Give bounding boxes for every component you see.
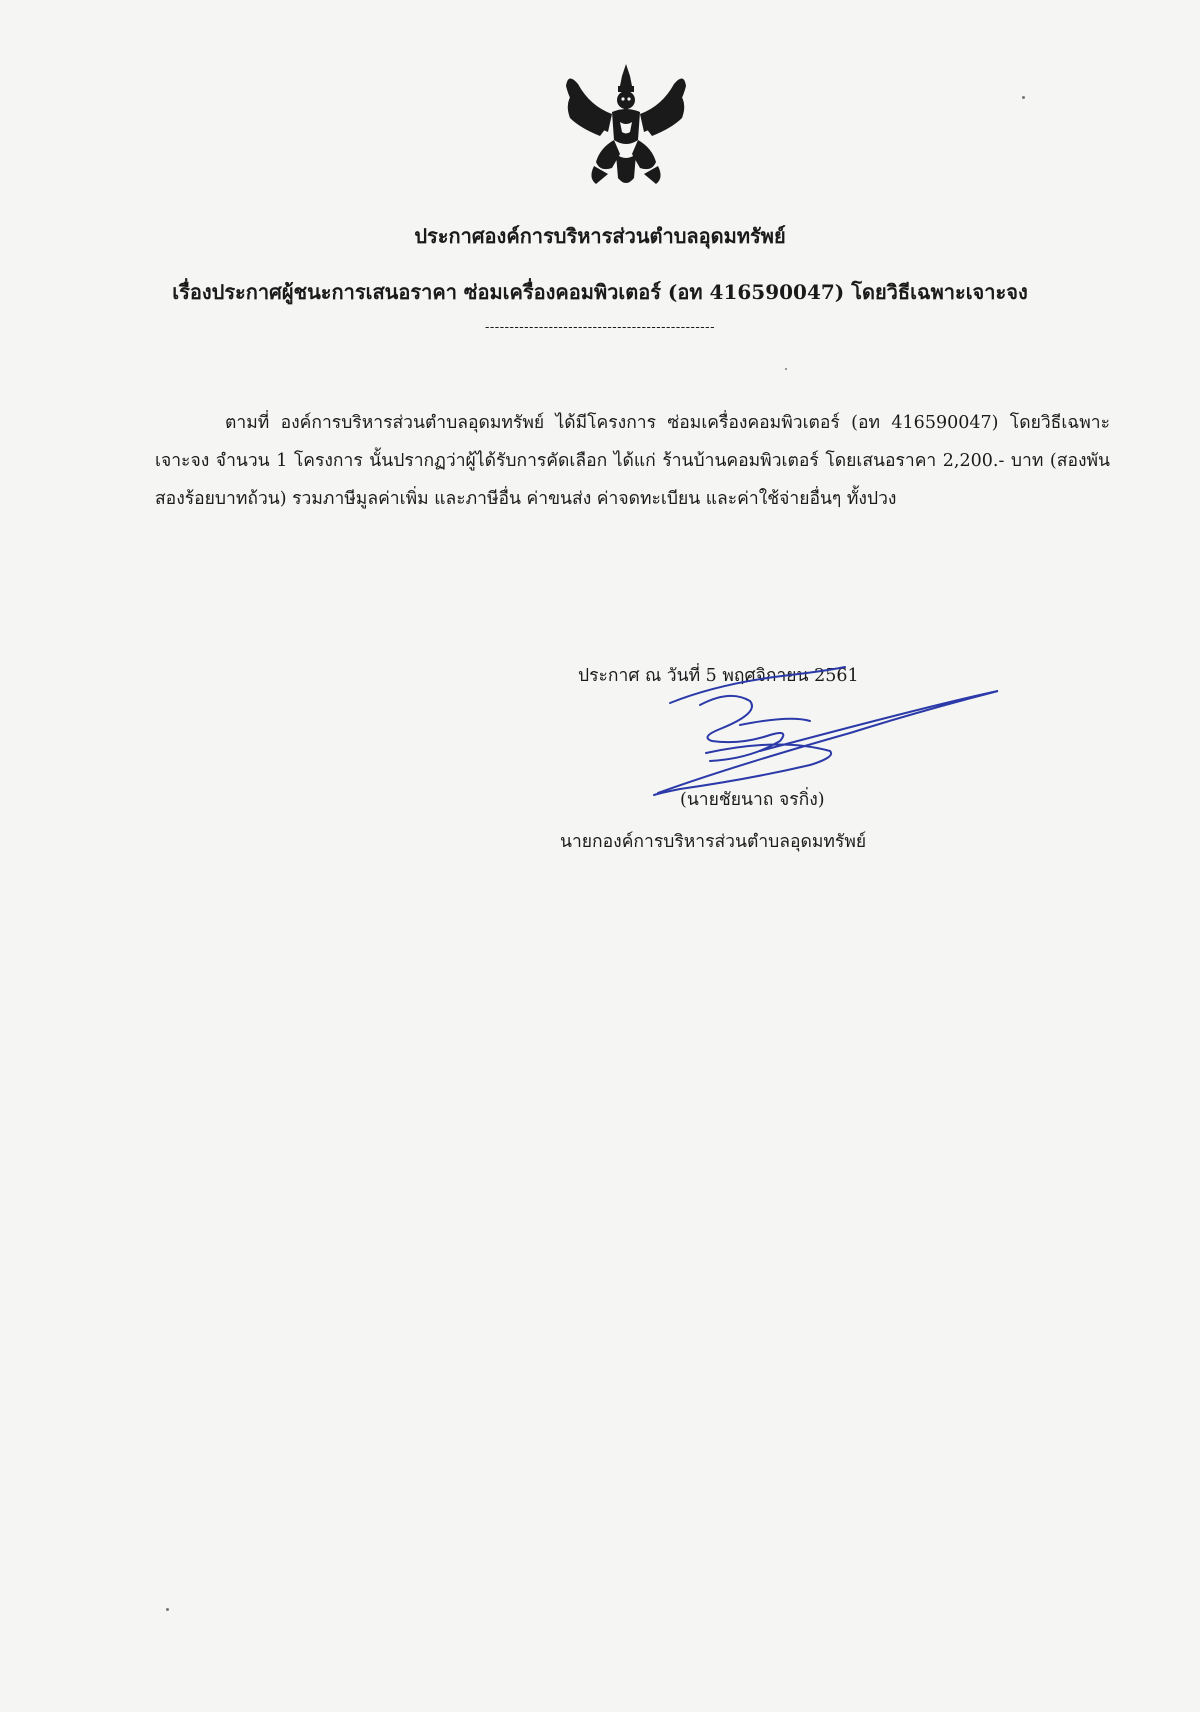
signer-name: (นายชัยนาถ จรกิ่ง) — [680, 790, 825, 810]
title-divider: ----------------------------------------------- — [485, 320, 715, 335]
announcement-body: ตามที่ องค์การบริหารส่วนตำบลอุดมทรัพย์ ได้มีโครงการ ซ่อมเครื่องคอมพิวเตอร์ (อท 416590047) โดยวิธีเฉพาะเจาะจง จำนวน 1 โครงการ นั้นปรากฏว่าผู้ได้รับการคัดเลือก ได้แก่ ร้านบ้านคอมพิวเตอร์ โดยเสนอราคา 2,200.- บาท (สองพันสองร้อยบาทถ้วน) รวมภาษีมูลค่าเพิ่ม และภาษีอื่น ค่าขนส่ง ค่าจดทะเบียน และค่าใช้จ่ายอื่นๆ ทั้งปวง — [155, 413, 1110, 509]
announcement-title: ประกาศองค์การบริหารส่วนตำบลอุดมทรัพย์ — [414, 224, 786, 248]
announcement-subject: เรื่องประกาศผู้ชนะการเสนอราคา ซ่อมเครื่องคอมพิวเตอร์ (อท 416590047) โดยวิธีเฉพาะเจาะจง — [172, 280, 1028, 304]
garuda-emblem — [560, 62, 692, 194]
signer-position: นายกองค์การบริหารส่วนตำบลอุดมทรัพย์ — [560, 832, 867, 852]
scan-speck — [1022, 96, 1025, 99]
scan-speck — [785, 368, 787, 370]
scan-speck — [166, 1608, 169, 1611]
announcement-date: ประกาศ ณ วันที่ 5 พฤศจิกายน 2561 — [578, 666, 859, 686]
